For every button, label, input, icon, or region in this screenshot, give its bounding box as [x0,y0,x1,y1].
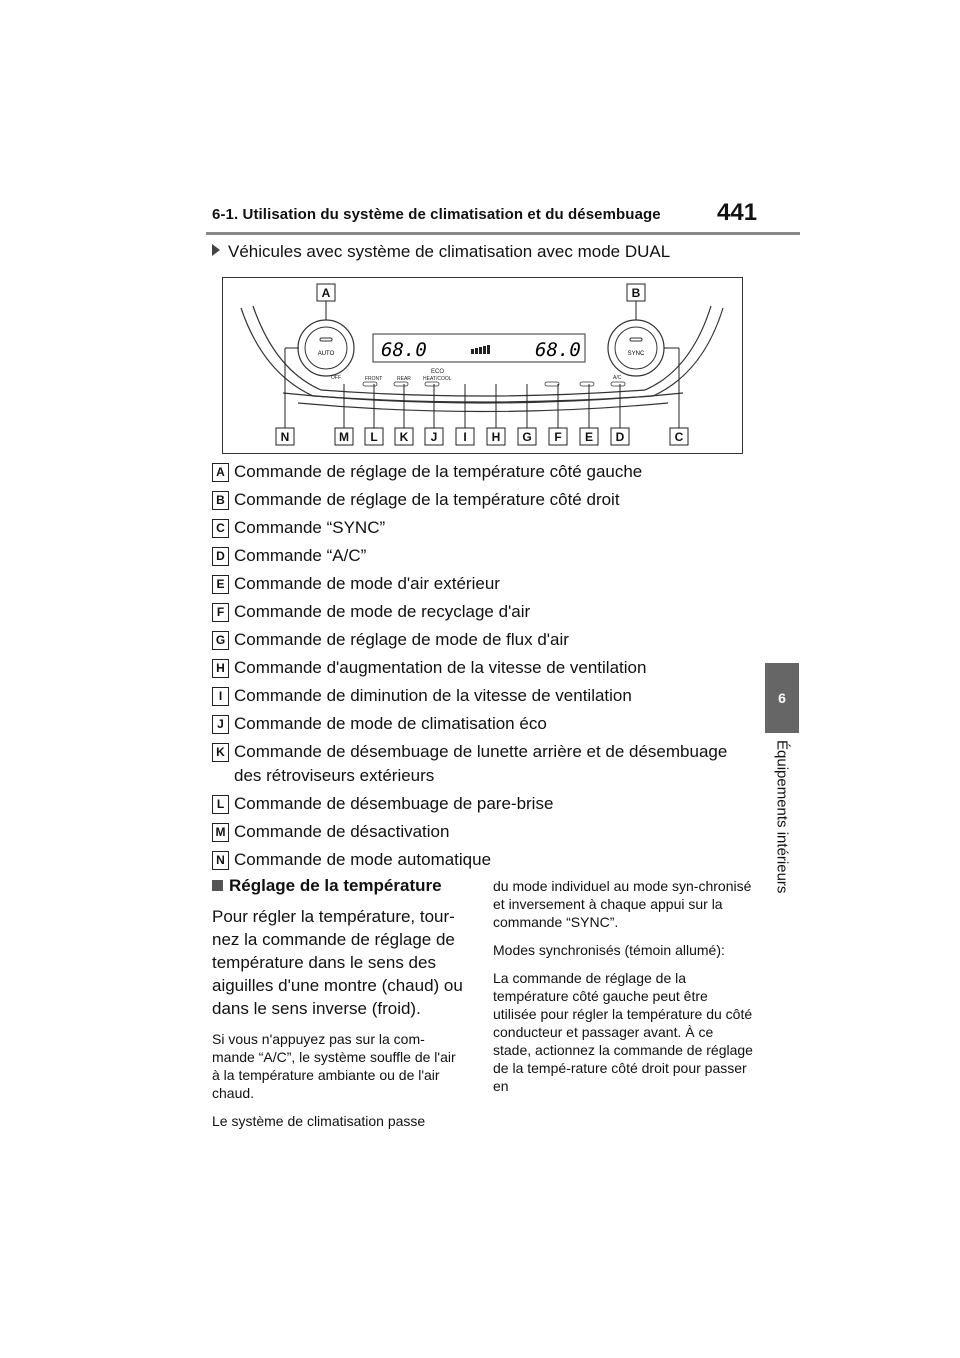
note-paragraph: La commande de réglage de la température côté gauche peut être utilisée pour régler la température du côté conducteur et passager avant. À ce stade, actionnez la commande de réglage de la tempé-rature côté droit pour passer en [493,970,753,1094]
square-bullet-icon [212,880,223,891]
left-column [212,905,467,1140]
header-divider [206,232,800,235]
right-temp-display: 68.0 [535,339,581,361]
right-column [493,877,755,1105]
climate-control-diagram [222,277,743,454]
legend-key: K [212,743,229,762]
legend-item [212,792,752,816]
body-paragraph: Pour régler la température, tour-nez la commande de réglage de température dans le sens des aiguilles d'une montre (chaud) ou dans le sens inverse (froid). [212,907,463,1018]
front-button-label: FRONT [365,376,383,382]
callout-f: F [554,430,562,444]
legend-key: I [212,687,229,706]
legend-key: D [212,547,229,566]
callout-n: N [280,430,290,444]
page-header-title: 6-1. Utilisation du système de climatisation et du désembuage [212,206,661,223]
legend-text: Commande de mode de climatisation éco [234,714,547,733]
legend-item [212,656,752,680]
callout-b: B [631,286,641,300]
legend-text: Commande “SYNC” [234,518,386,537]
note-paragraph: Si vous n'appuyez pas sur la com-mande “A/C”, le système souffle de l'air à la température ambiante ou de l'air chaud. [212,1031,456,1101]
legend-key: M [212,823,229,842]
legend-text: Commande de réglage de la température côté gauche [234,462,643,481]
legend-key: H [212,659,229,678]
section-heading [212,876,442,896]
legend-key: G [212,631,229,650]
note-paragraph: Modes synchronisés (témoin allumé): [493,942,725,958]
legend-item [212,488,752,512]
heat-cool-button-label: HEAT/COOL [423,376,452,382]
off-button-label: OFF [331,375,341,381]
callout-m: M [339,430,349,444]
knob-right-label: SYNC [627,351,645,357]
legend-item [212,628,752,652]
legend-text: Commande de mode de recyclage d'air [234,602,531,621]
legend-text: Commande de mode d'air extérieur [234,574,500,593]
legend-text: Commande de désembuage de pare-brise [234,794,554,813]
legend-text: Commande de réglage de mode de flux d'air [234,630,569,649]
legend-text: Commande de diminution de la vitesse de ventilation [234,686,632,705]
callout-i: I [463,430,467,444]
callout-k: K [399,430,409,444]
intro-bullet [212,242,670,262]
callout-c: C [674,430,684,444]
legend-item [212,544,752,568]
legend-key: F [212,603,229,622]
climate-panel-illustration [223,278,742,453]
legend-item [212,740,752,788]
legend-key: B [212,491,229,510]
legend-item [212,848,752,872]
callout-a: A [321,286,331,300]
right-knob [608,320,664,376]
intro-bullet-text: Véhicules avec système de climatisation avec mode DUAL [228,242,671,261]
note-paragraph: Le système de climatisation passe [212,1113,426,1129]
legend-key: L [212,795,229,814]
callout-h: H [491,430,501,444]
ac-button-label: A/C [613,375,622,381]
legend-item [212,516,752,540]
callout-d: D [615,430,625,444]
callout-j: J [430,430,438,444]
callout-l: L [370,430,378,444]
chapter-label [771,740,793,920]
legend-item [212,712,752,736]
legend-text: Commande de désactivation [234,822,450,841]
legend-key: C [212,519,229,538]
legend-key: J [212,715,229,734]
legend-text: Commande “A/C” [234,546,367,565]
legend-item [212,460,752,484]
chapter-label-text: Équipements intérieurs [773,740,791,894]
legend-text: Commande de mode automatique [234,850,492,869]
knob-left-label: AUTO [317,351,335,357]
legend-text: Commande de désembuage de lunette arrière et de désembuage des rétroviseurs extérieurs [234,742,728,785]
legend-key: N [212,851,229,870]
callout-g: G [522,430,532,444]
left-knob [298,320,354,376]
legend-item [212,820,752,844]
page-number: 441 [717,199,758,226]
legend-text: Commande d'augmentation de la vitesse de ventilation [234,658,647,677]
note-paragraph: du mode individuel au mode syn-chronisé et inversement à chaque appui sur la commande “SYNC”. [493,878,752,930]
chapter-tab: 6 [765,663,799,733]
callout-e: E [584,430,594,444]
left-temp-display: 68.0 [381,339,427,361]
rear-button-label: REAR [397,376,411,382]
legend-item [212,572,752,596]
legend-item [212,684,752,708]
legend-list [212,460,752,876]
legend-key: A [212,463,229,482]
legend-key: E [212,575,229,594]
arrow-bullet-icon [212,244,220,256]
eco-button-label: ECO [431,369,445,375]
legend-item [212,600,752,624]
section-heading-text: Réglage de la température [229,876,442,895]
button-row [363,382,625,386]
legend-text: Commande de réglage de la température côté droit [234,490,620,509]
